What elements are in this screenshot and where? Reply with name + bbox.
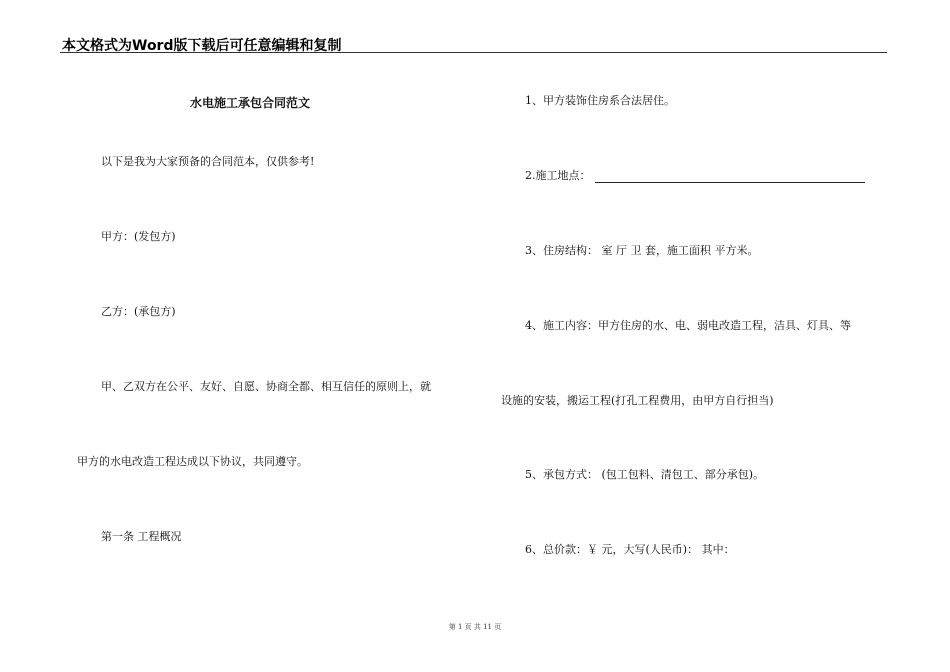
header-divider [60, 52, 887, 53]
party-a-line: 甲方：(发包方) [101, 230, 176, 243]
clause-2-construction-site [525, 169, 865, 183]
clause-3: 3、住房结构： 室 厅 卫 套，施工面积 平方米。 [525, 244, 759, 257]
clause-4-line-1: 4、施工内容：甲方住房的水、电、弱电改造工程，洁具、灯具、等 [525, 319, 851, 332]
document-header-banner: 本文格式为Word版下载后可任意编辑和复制 [62, 38, 342, 54]
intro-paragraph: 以下是我为大家预备的合同范本，仅供参考! [101, 155, 315, 168]
page-number-footer: 第 1 页 共 11 页 [448, 623, 502, 631]
clause-1: 1、甲方装饰住房系合法居住。 [525, 94, 675, 107]
agreement-paragraph-line-1: 甲、乙双方在公平、友好、自愿、协商全都、相互信任的原则上，就 [101, 380, 431, 393]
document-title: 水电施工承包合同范文 [190, 96, 311, 110]
agreement-paragraph-line-2: 甲方的水电改造工程达成以下协议，共同遵守。 [77, 455, 308, 468]
clause-4-line-2: 设施的安装，搬运工程(打孔工程费用，由甲方自行担当) [501, 394, 774, 407]
article-one-heading: 第一条 工程概况 [101, 530, 182, 543]
clause-5: 5、承包方式： (包工包料、清包工、部分承包)。 [525, 468, 765, 481]
site-blank-line [595, 172, 865, 183]
clause-2-label: 2.施工地点： [525, 169, 591, 182]
clause-6: 6、总价款：￥ 元，大写(人民币)： 其中： [525, 543, 735, 556]
party-b-line: 乙方：(承包方) [101, 305, 176, 318]
